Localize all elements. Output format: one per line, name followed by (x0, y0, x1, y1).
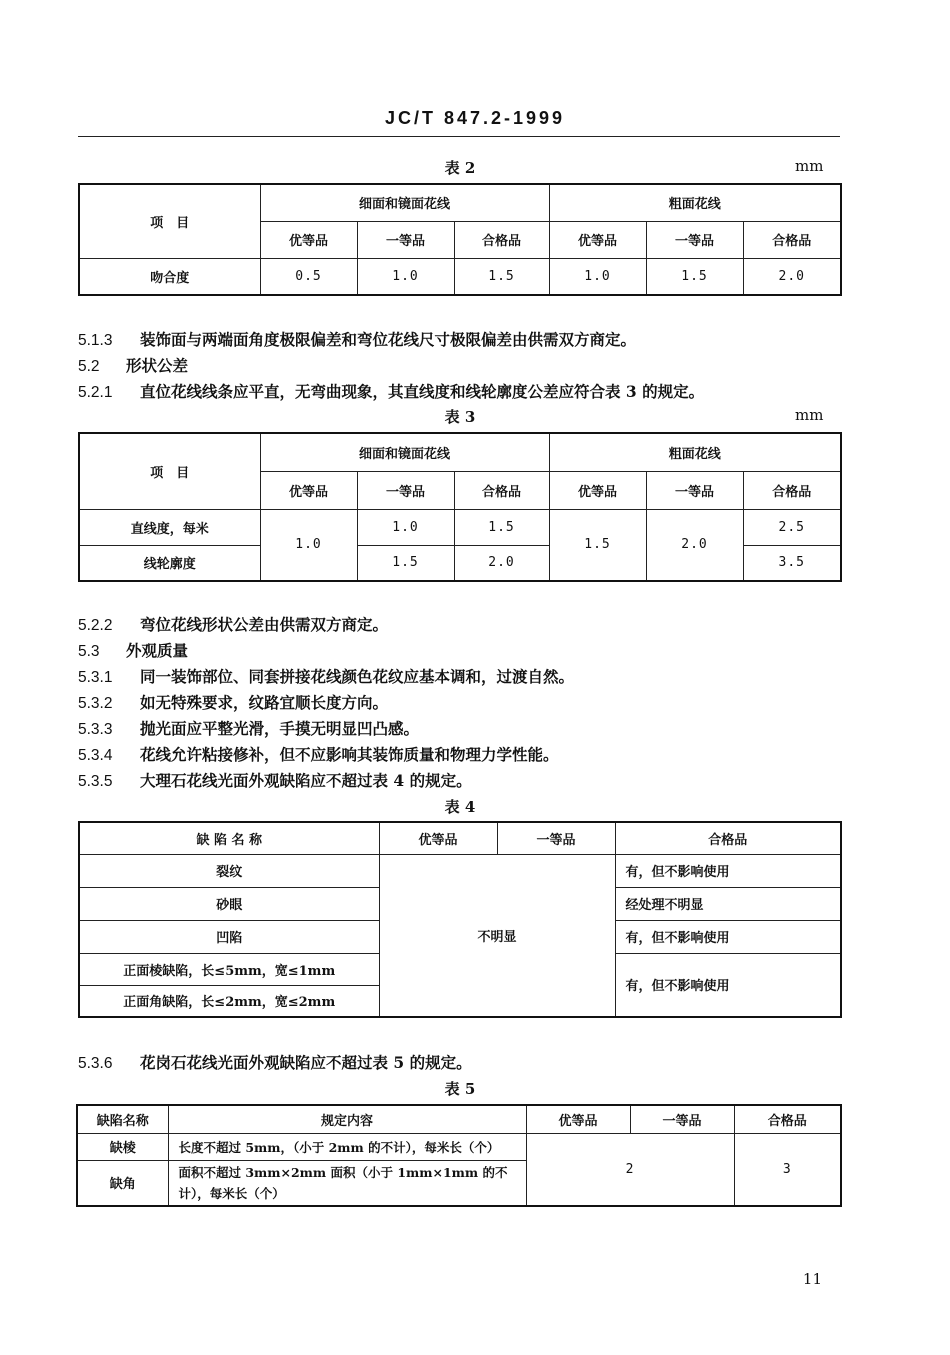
table3-cell: 1.0 (260, 509, 357, 581)
table3-unit: mm (795, 406, 824, 424)
table2-cell: 1.5 (454, 258, 549, 295)
table2-cell: 1.0 (549, 258, 646, 295)
paragraph-5-3-4 (78, 743, 559, 765)
table4-pass-value: 有，但不影响使用 (615, 953, 841, 1017)
table3-cell: 1.0 (357, 509, 454, 545)
table5-header: 规定内容 (168, 1105, 526, 1133)
table3-grade: 合格品 (454, 471, 549, 509)
table4-pass-value: 经处理不明显 (615, 887, 841, 920)
table3-cell: 1.5 (454, 509, 549, 545)
table3-grade: 一等品 (646, 471, 743, 509)
table3-cell: 2.0 (646, 509, 743, 581)
clause-text: 弯位花线形状公差由供需双方商定。 (140, 615, 389, 634)
paragraph-5-2-2 (78, 613, 388, 635)
page-number: 11 (802, 1270, 822, 1288)
table4-header: 缺 陷 名 称 (79, 822, 379, 854)
table5-header: 优等品 (526, 1105, 630, 1133)
table3-item-label: 项 目 (79, 433, 260, 509)
clause-number: 5.3.5 (78, 773, 113, 790)
table2 (78, 183, 842, 296)
clause-text: 直位花线线条应平直，无弯曲现象，其直线度和线轮廓度公差应符合表 3 的规定。 (140, 382, 705, 401)
clause-text: 如无特殊要求，纹路宜顺长度方向。 (140, 693, 389, 712)
table3-row-label: 线轮廓度 (79, 545, 260, 581)
clause-text: 抛光面应平整光滑，手摸无明显凹凸感。 (140, 719, 420, 738)
table2-row-label: 吻合度 (79, 258, 260, 295)
table3-caption: 表 3 (444, 408, 476, 426)
table4-defect: 砂眼 (79, 887, 379, 920)
paragraph-5-2 (78, 354, 188, 376)
clause-text: 大理石花线光面外观缺陷应不超过表 4 的规定。 (140, 771, 472, 790)
table3-grade: 优等品 (260, 471, 357, 509)
table2-group-coarse: 粗面花线 (549, 184, 841, 221)
clause-number: 5.2 (78, 358, 100, 375)
table2-grade: 一等品 (646, 221, 743, 258)
table3-grade: 合格品 (743, 471, 841, 509)
table3-grade: 一等品 (357, 471, 454, 509)
table3 (78, 432, 842, 582)
table4-header: 一等品 (497, 822, 615, 854)
table2-cell: 1.5 (646, 258, 743, 295)
standard-code: JC/T 847.2-1999 (384, 108, 566, 128)
table2-grade: 优等品 (260, 221, 357, 258)
clause-text: 花岗石花线光面外观缺陷应不超过表 5 的规定。 (140, 1053, 472, 1072)
table5-defect: 缺角 (77, 1160, 168, 1206)
clause-number: 5.2.2 (78, 617, 113, 634)
table3-cell: 3.5 (743, 545, 841, 581)
table2-unit: mm (795, 157, 824, 175)
table2-cell: 0.5 (260, 258, 357, 295)
table5-content: 面积不超过 3mm×2mm 面积（小于 1mm×1mm 的不计），每米长（个） (168, 1160, 526, 1206)
table2-group-fine: 细面和镜面花线 (260, 184, 549, 221)
table5-header: 缺陷名称 (77, 1105, 168, 1133)
clause-number: 5.3.1 (78, 669, 113, 686)
table4-defect: 裂纹 (79, 854, 379, 887)
table4-defect: 正面角缺陷，长≤2mm，宽≤2mm (79, 985, 379, 1017)
clause-number: 5.3 (78, 643, 100, 660)
table2-grade: 合格品 (454, 221, 549, 258)
table4-caption: 表 4 (444, 798, 476, 816)
clause-text: 装饰面与两端面角度极限偏差和弯位花线尺寸极限偏差由供需双方商定。 (140, 330, 637, 349)
table3-cell: 1.5 (357, 545, 454, 581)
paragraph-5-3-5 (78, 769, 472, 791)
table5 (76, 1104, 842, 1207)
clause-number: 5.1.3 (78, 332, 113, 349)
table4-defect: 凹陷 (79, 920, 379, 953)
table3-cell: 2.5 (743, 509, 841, 545)
table3-group-fine: 细面和镜面花线 (260, 433, 549, 471)
table4-merged-value: 不明显 (379, 854, 615, 1017)
clause-number: 5.3.3 (78, 721, 113, 738)
table3-row-label: 直线度，每米 (79, 509, 260, 545)
table2-caption: 表 2 (444, 159, 476, 177)
table5-content: 长度不超过 5mm，（小于 2mm 的不计），每米长（个） (168, 1133, 526, 1160)
paragraph-5-2-1 (78, 380, 704, 402)
clause-text: 花线允许粘接修补，但不应影响其装饰质量和物理力学性能。 (140, 745, 559, 764)
header-rule (78, 136, 840, 137)
table4-defect: 正面棱缺陷，长≤5mm，宽≤1mm (79, 953, 379, 985)
table4-pass-value: 有，但不影响使用 (615, 920, 841, 953)
clause-text: 形状公差 (126, 356, 189, 375)
paragraph-5-3-3 (78, 717, 419, 739)
table4-header: 优等品 (379, 822, 497, 854)
table3-cell: 1.5 (549, 509, 646, 581)
paragraph-5-3-6 (78, 1051, 472, 1073)
table5-caption: 表 5 (444, 1080, 476, 1098)
table4-pass-value: 有，但不影响使用 (615, 854, 841, 887)
clause-number: 5.3.6 (78, 1055, 113, 1072)
paragraph-5-3-1 (78, 665, 574, 687)
paragraph-5-3-2 (78, 691, 388, 713)
table2-grade: 合格品 (743, 221, 841, 258)
table2-grade: 一等品 (357, 221, 454, 258)
table2-item-label: 项 目 (79, 184, 260, 258)
table2-grade: 优等品 (549, 221, 646, 258)
table4 (78, 821, 842, 1018)
table3-cell: 2.0 (454, 545, 549, 581)
table5-cell: 2 (526, 1133, 734, 1206)
table4-header: 合格品 (615, 822, 841, 854)
clause-text: 外观质量 (126, 641, 189, 660)
clause-number: 5.2.1 (78, 384, 113, 401)
clause-number: 5.3.4 (78, 747, 113, 764)
clause-text: 同一装饰部位、同套拼接花线颜色花纹应基本调和，过渡自然。 (140, 667, 575, 686)
table5-header: 合格品 (734, 1105, 841, 1133)
paragraph-5-1-3 (78, 328, 636, 350)
table5-cell: 3 (734, 1133, 841, 1206)
paragraph-5-3 (78, 639, 188, 661)
clause-number: 5.3.2 (78, 695, 113, 712)
table5-header: 一等品 (630, 1105, 734, 1133)
table2-cell: 2.0 (743, 258, 841, 295)
table5-defect: 缺棱 (77, 1133, 168, 1160)
table3-grade: 优等品 (549, 471, 646, 509)
table2-cell: 1.0 (357, 258, 454, 295)
table3-group-coarse: 粗面花线 (549, 433, 841, 471)
